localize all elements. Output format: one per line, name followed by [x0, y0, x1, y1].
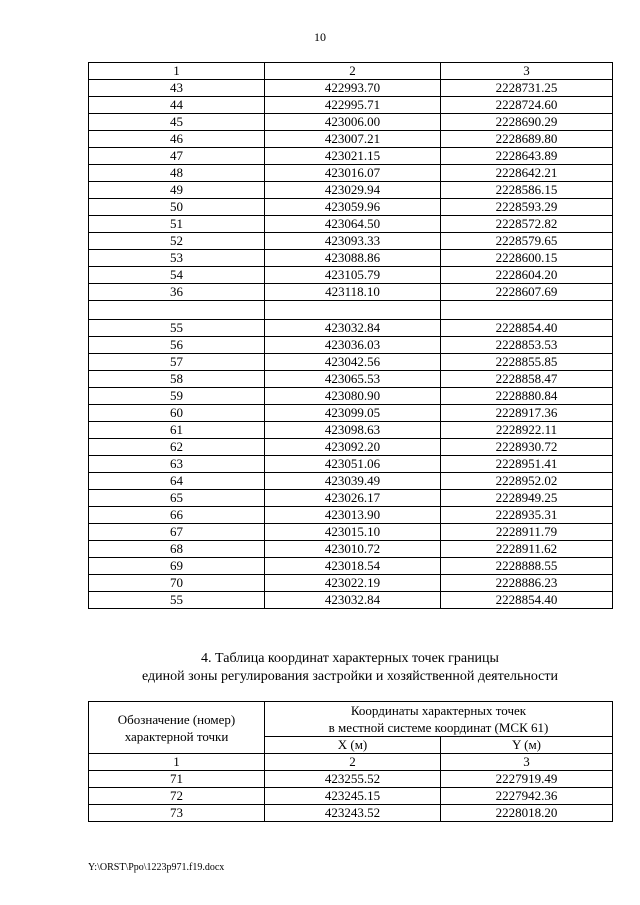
y-coordinate-cell: 2228935.31 — [441, 507, 613, 524]
point-number-cell: 44 — [89, 97, 265, 114]
point-number-cell: 63 — [89, 456, 265, 473]
table-row — [89, 165, 613, 182]
numbering-cell: 1 — [89, 754, 265, 771]
table-row — [89, 80, 613, 97]
numbering-cell: 3 — [441, 754, 613, 771]
x-coordinate-cell: 423013.90 — [265, 507, 441, 524]
zone-coordinates-table — [88, 701, 613, 822]
x-coordinate-cell: 423088.86 — [265, 250, 441, 267]
table-row — [89, 524, 613, 541]
point-number-cell: 56 — [89, 337, 265, 354]
x-coordinate-cell: 423105.79 — [265, 267, 441, 284]
x-coordinate-cell: 423018.54 — [265, 558, 441, 575]
point-number-cell: 54 — [89, 267, 265, 284]
x-coordinate-cell: 423022.19 — [265, 575, 441, 592]
y-coordinate-cell: 2228952.02 — [441, 473, 613, 490]
table-row — [89, 371, 613, 388]
column-number-header: 3 — [441, 63, 613, 80]
y-coordinate-cell: 2228724.60 — [441, 97, 613, 114]
y-coordinate-cell: 2228888.55 — [441, 558, 613, 575]
x-coordinate-cell: 423006.00 — [265, 114, 441, 131]
x-coordinate-cell: 423099.05 — [265, 405, 441, 422]
y-coordinate-cell: 2228880.84 — [441, 388, 613, 405]
point-number-cell: 57 — [89, 354, 265, 371]
x-coordinate-cell: 423255.52 — [265, 771, 441, 788]
point-number-cell: 64 — [89, 473, 265, 490]
table-row — [89, 114, 613, 131]
x-coordinate-cell: 422993.70 — [265, 80, 441, 97]
table-row — [89, 771, 613, 788]
page-number: 10 — [314, 30, 326, 44]
header-point-designation — [89, 702, 265, 754]
point-number-cell: 68 — [89, 541, 265, 558]
table-row — [89, 131, 613, 148]
x-coordinate-cell: 423118.10 — [265, 284, 441, 301]
point-number-cell: 67 — [89, 524, 265, 541]
point-number-cell: 49 — [89, 182, 265, 199]
y-coordinate-cell: 2228886.23 — [441, 575, 613, 592]
y-coordinate-cell: 2228607.69 — [441, 284, 613, 301]
numbering-cell: 2 — [265, 754, 441, 771]
y-coordinate-cell: 2228600.15 — [441, 250, 613, 267]
point-number-cell: 71 — [89, 771, 265, 788]
point-number-cell: 73 — [89, 805, 265, 822]
table-row — [89, 148, 613, 165]
x-coordinate-cell: 423021.15 — [265, 148, 441, 165]
table-row — [89, 405, 613, 422]
point-number-cell: 66 — [89, 507, 265, 524]
point-number-cell: 36 — [89, 284, 265, 301]
table-row — [89, 592, 613, 609]
x-coordinate-cell: 423243.52 — [265, 805, 441, 822]
point-number-cell: 53 — [89, 250, 265, 267]
table-row — [89, 354, 613, 371]
x-coordinate-cell: 423029.94 — [265, 182, 441, 199]
y-coordinate-cell: 2228690.29 — [441, 114, 613, 131]
table-row — [89, 182, 613, 199]
x-coordinate-cell: 423036.03 — [265, 337, 441, 354]
footer-file-path: Y:\ORST\Ppo\1223p971.f19.docx — [88, 862, 225, 873]
y-coordinate-cell: 2228642.21 — [441, 165, 613, 182]
y-coordinate-cell: 2228731.25 — [441, 80, 613, 97]
table-row — [89, 507, 613, 524]
point-number-cell: 50 — [89, 199, 265, 216]
table-row — [89, 337, 613, 354]
y-coordinate-cell: 2228911.62 — [441, 541, 613, 558]
header-coordinates — [265, 702, 613, 737]
table-row — [89, 233, 613, 250]
point-number-cell: 47 — [89, 148, 265, 165]
table-row — [89, 199, 613, 216]
x-coordinate-cell: 423032.84 — [265, 320, 441, 337]
y-coordinate-cell: 2228586.15 — [441, 182, 613, 199]
y-coordinate-cell: 2227919.49 — [441, 771, 613, 788]
point-number-cell: 72 — [89, 788, 265, 805]
header-y: Y (м) — [441, 737, 613, 754]
point-number-cell: 62 — [89, 439, 265, 456]
x-coordinate-cell: 422995.71 — [265, 97, 441, 114]
point-number-cell: 55 — [89, 320, 265, 337]
x-coordinate-cell: 423026.17 — [265, 490, 441, 507]
y-coordinate-cell: 2227942.36 — [441, 788, 613, 805]
table-row — [89, 284, 613, 301]
table-row — [89, 250, 613, 267]
y-coordinate-cell: 2228689.80 — [441, 131, 613, 148]
table-row — [89, 473, 613, 490]
point-number-cell: 43 — [89, 80, 265, 97]
header-point-line-1: Обозначение (номер) — [117, 711, 236, 727]
y-coordinate-cell: 2228593.29 — [441, 199, 613, 216]
x-coordinate-cell: 423039.49 — [265, 473, 441, 490]
table-row — [89, 97, 613, 114]
x-coordinate-cell: 423032.84 — [265, 592, 441, 609]
point-number-cell: 59 — [89, 388, 265, 405]
point-number-cell: 61 — [89, 422, 265, 439]
table-row — [89, 456, 613, 473]
y-coordinate-cell: 2228643.89 — [441, 148, 613, 165]
section-4-title-line-1: 4. Таблица координат характерных точек границы — [201, 651, 499, 666]
y-coordinate-cell: 2228853.53 — [441, 337, 613, 354]
table-row — [89, 320, 613, 337]
point-number-cell: 60 — [89, 405, 265, 422]
column-number-header: 1 — [89, 63, 265, 80]
zone-table-header-row — [89, 702, 613, 737]
section-4-title-line-2: единой зоны регулирования застройки и хозяйственной деятельности — [141, 669, 558, 684]
y-coordinate-cell: 2228911.79 — [441, 524, 613, 541]
table-row — [89, 388, 613, 405]
header-x: X (м) — [265, 737, 441, 754]
zone-table-numbering-row — [89, 754, 613, 771]
y-coordinate-cell: 2228855.85 — [441, 354, 613, 371]
table-row — [89, 575, 613, 592]
y-coordinate-cell: 2228854.40 — [441, 592, 613, 609]
table-row — [89, 558, 613, 575]
column-number-header: 2 — [265, 63, 441, 80]
table-separator-row — [89, 301, 613, 320]
point-number-cell: 65 — [89, 490, 265, 507]
table-row — [89, 490, 613, 507]
y-coordinate-cell: 2228572.82 — [441, 216, 613, 233]
y-coordinate-cell: 2228579.65 — [441, 233, 613, 250]
x-coordinate-cell — [265, 301, 441, 320]
point-number-cell: 58 — [89, 371, 265, 388]
coordinates-table-continued — [88, 62, 613, 609]
x-coordinate-cell: 423010.72 — [265, 541, 441, 558]
table-header-row — [89, 63, 613, 80]
table-row — [89, 541, 613, 558]
header-coords-line-2: в местной системе координат (МСК 61) — [328, 720, 549, 735]
x-coordinate-cell: 423064.50 — [265, 216, 441, 233]
x-coordinate-cell: 423051.06 — [265, 456, 441, 473]
table-row — [89, 422, 613, 439]
table-row — [89, 439, 613, 456]
point-number-cell: 51 — [89, 216, 265, 233]
point-number-cell: 45 — [89, 114, 265, 131]
y-coordinate-cell: 2228922.11 — [441, 422, 613, 439]
x-coordinate-cell: 423059.96 — [265, 199, 441, 216]
header-point-line-2: характерной точки — [124, 728, 229, 744]
y-coordinate-cell: 2228930.72 — [441, 439, 613, 456]
point-number-cell — [89, 301, 265, 320]
table-row — [89, 216, 613, 233]
header-coords-line-1: Координаты характерных точек — [350, 703, 527, 718]
y-coordinate-cell: 2228604.20 — [441, 267, 613, 284]
x-coordinate-cell: 423092.20 — [265, 439, 441, 456]
y-coordinate-cell: 2228949.25 — [441, 490, 613, 507]
x-coordinate-cell: 423015.10 — [265, 524, 441, 541]
y-coordinate-cell: 2228858.47 — [441, 371, 613, 388]
x-coordinate-cell: 423098.63 — [265, 422, 441, 439]
y-coordinate-cell: 2228018.20 — [441, 805, 613, 822]
point-number-cell: 48 — [89, 165, 265, 182]
x-coordinate-cell: 423065.53 — [265, 371, 441, 388]
x-coordinate-cell: 423007.21 — [265, 131, 441, 148]
point-number-cell: 70 — [89, 575, 265, 592]
y-coordinate-cell: 2228854.40 — [441, 320, 613, 337]
y-coordinate-cell — [441, 301, 613, 320]
x-coordinate-cell: 423080.90 — [265, 388, 441, 405]
y-coordinate-cell: 2228917.36 — [441, 405, 613, 422]
point-number-cell: 55 — [89, 592, 265, 609]
y-coordinate-cell: 2228951.41 — [441, 456, 613, 473]
x-coordinate-cell: 423093.33 — [265, 233, 441, 250]
table-row — [89, 267, 613, 284]
point-number-cell: 46 — [89, 131, 265, 148]
x-coordinate-cell: 423016.07 — [265, 165, 441, 182]
point-number-cell: 52 — [89, 233, 265, 250]
section-4-heading — [88, 650, 612, 686]
x-coordinate-cell: 423042.56 — [265, 354, 441, 371]
table-row — [89, 788, 613, 805]
table-row — [89, 805, 613, 822]
x-coordinate-cell: 423245.15 — [265, 788, 441, 805]
point-number-cell: 69 — [89, 558, 265, 575]
